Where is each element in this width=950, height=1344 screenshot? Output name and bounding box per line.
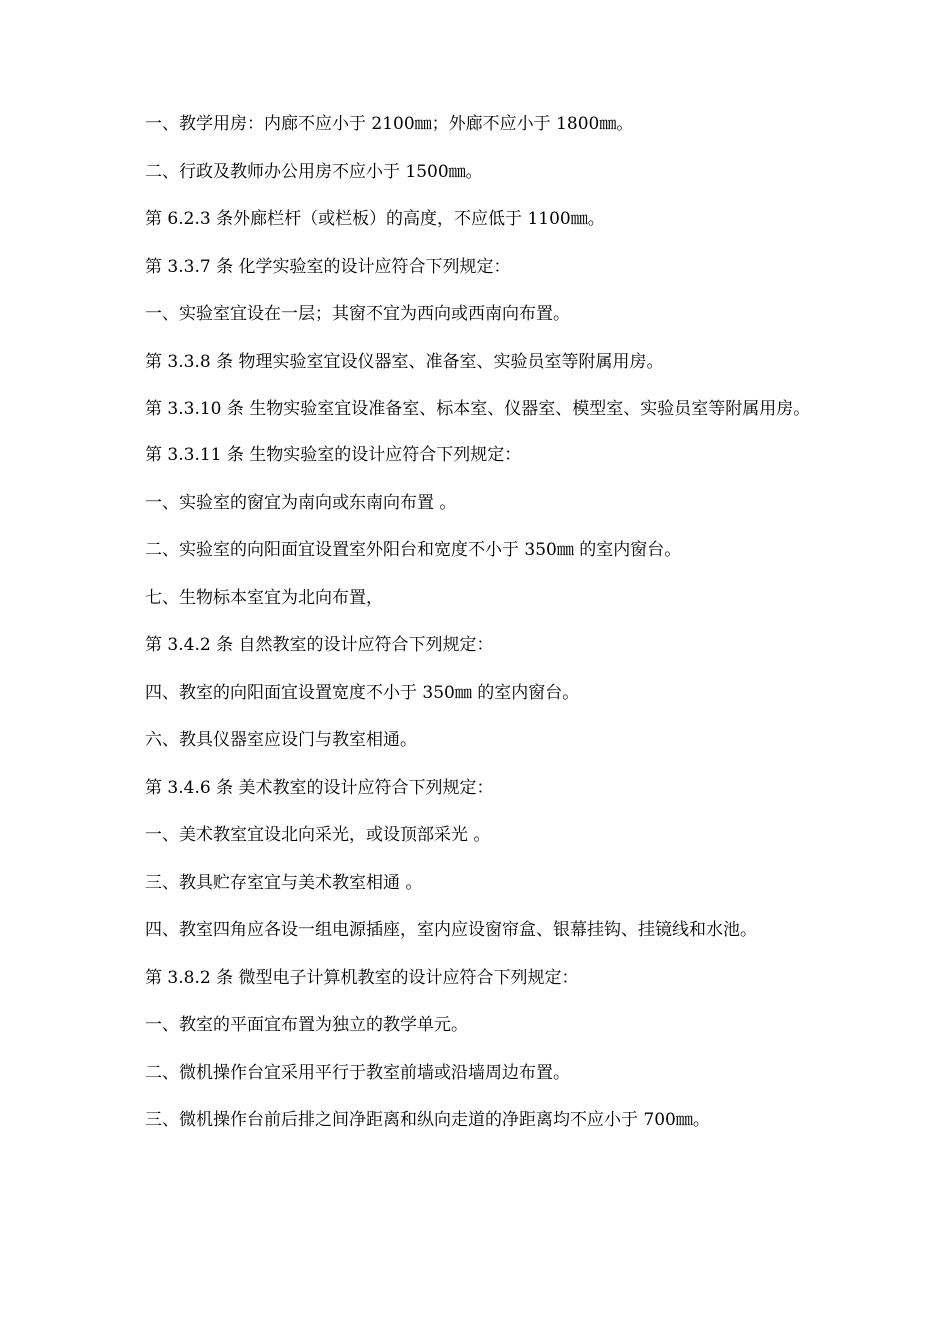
paragraph: 第 3.4.2 条 自然教室的设计应符合下列规定： [145, 635, 494, 655]
paragraph: 一、教学用房：内廊不应小于 2100㎜；外廊不应小于 1800㎜。 [145, 114, 634, 134]
paragraph: 三、微机操作台前后排之间净距离和纵向走道的净距离均不应小于 700㎜。 [145, 1110, 710, 1130]
paragraph: 三、教具贮存室宜与美术教室相通 。 [145, 872, 423, 893]
paragraph: 六、教具仪器室应设门与教室相通。 [145, 730, 417, 750]
paragraph: 七、生物标本室宜为北向布置， [145, 587, 383, 608]
paragraph: 第 3.3.10 条 生物实验室宜设准备室、标本室、仪器室、模型室、实验员室等附属用房。 [145, 399, 811, 419]
paragraph: 四、教室四角应各设一组电源插座，室内应设窗帘盒、银幕挂钩、挂镜线和水池。 [145, 920, 757, 940]
paragraph: 二、行政及教师办公用房不应小于 1500㎜。 [145, 161, 483, 182]
paragraph: 一、实验室宜设在一层；其窗不宜为西向或西南向布置。 [145, 304, 570, 324]
paragraph: 二、实验室的向阳面宜设置室外阳台和宽度不小于 350㎜ 的室内窗台。 [145, 540, 682, 560]
paragraph: 第 3.3.8 条 物理实验室宜设仪器室、准备室、实验员室等附属用房。 [145, 351, 664, 372]
paragraph: 一、教室的平面宜布置为独立的教学单元。 [145, 1015, 468, 1035]
paragraph: 第 3.4.6 条 美术教室的设计应符合下列规定： [145, 777, 494, 798]
paragraph: 第 3.3.7 条 化学实验室的设计应符合下列规定： [145, 256, 511, 277]
document-body [145, 112, 815, 1156]
paragraph: 一、美术教室宜设北向采光，或设顶部采光 。 [145, 825, 491, 845]
paragraph: 二、微机操作台宜采用平行于教室前墙或沿墙周边布置。 [145, 1062, 570, 1083]
paragraph: 第 6.2.3 条外廊栏杆（或栏板）的高度，不应低于 1100㎜。 [145, 209, 605, 229]
paragraph: 一、实验室的窗宜为南向或东南向布置 。 [145, 492, 457, 513]
paragraph: 第 3.8.2 条 微型电子计算机教室的设计应符合下列规定： [145, 967, 579, 988]
paragraph: 四、教室的向阳面宜设置宽度不小于 350㎜ 的室内窗台。 [145, 682, 580, 703]
paragraph: 第 3.3.11 条 生物实验室的设计应符合下列规定： [145, 445, 522, 465]
